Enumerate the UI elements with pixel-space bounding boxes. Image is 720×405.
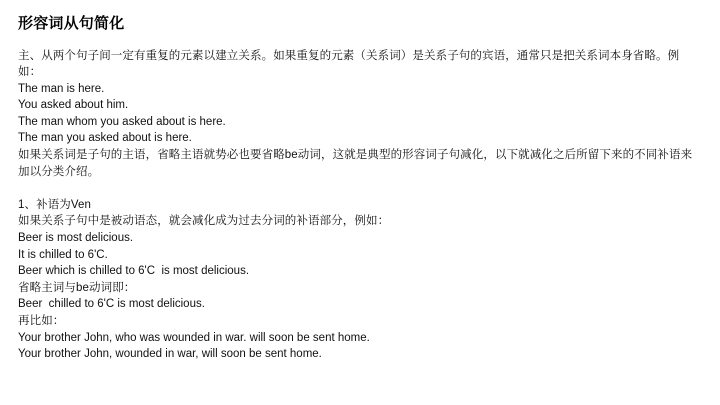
paragraph-spacer: [18, 180, 702, 197]
section-one-line-10: Your brother John, wounded in war, will soon be sent home.: [18, 348, 322, 361]
page-title: 形容词从句简化: [18, 15, 125, 32]
section-one-line-7: Beer chilled to 6'C is most delicious.: [18, 298, 205, 311]
section-one-line-8: 再比如：: [18, 315, 65, 327]
section-one-line-4: It is chilled to 6'C.: [18, 248, 108, 261]
section-one: [18, 197, 702, 363]
intro-line-4: The man whom you asked about is here.: [18, 115, 226, 128]
intro-line-6: 如果关系词是子句的主语，省略主语就势必也要省略be动词，这就是典型的形容词子句减化，以下就减化之后所留下来的不同补语来加以分类介绍。: [18, 149, 693, 178]
intro-line-1: 主、从两个句子间一定有重复的元素以建立关系。如果重复的元素（关系词）是关系子句的宾语，通常只是把关系词本身省略。例如：: [18, 49, 680, 79]
section-one-heading: 1、补语为Ven: [18, 198, 92, 211]
intro-line-3: You asked about him.: [18, 99, 129, 112]
section-one-line-2: 如果关系子句中是被动语态，就会减化成为过去分词的补语部分，例如：: [18, 215, 390, 228]
intro-line-5: The man you asked about is here.: [18, 132, 192, 145]
section-one-line-6: 省略主词与be动词即：: [18, 281, 136, 294]
intro-line-2: The man is here.: [18, 82, 105, 95]
intro-section: [18, 48, 702, 181]
section-one-line-3: Beer is most delicious.: [18, 232, 134, 245]
section-one-line-5: Beer which is chilled to 6'C is most delicious.: [18, 265, 250, 278]
section-one-line-9: Your brother John, who was wounded in war. will soon be sent home.: [18, 331, 370, 344]
